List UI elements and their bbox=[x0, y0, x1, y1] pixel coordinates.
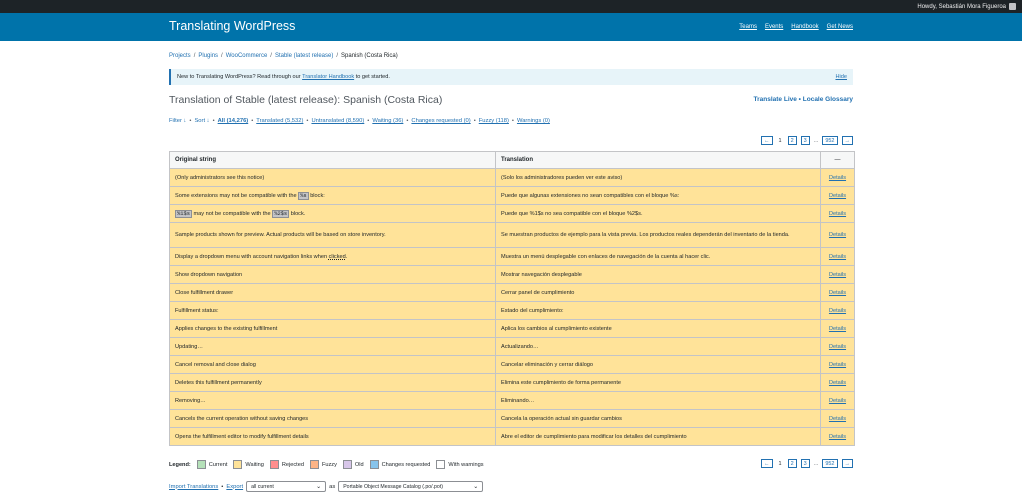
table-row[interactable] bbox=[170, 302, 855, 320]
column-translation: Translation bbox=[496, 152, 821, 169]
import-translations-link[interactable]: Import Translations bbox=[169, 483, 219, 490]
original-text: block: bbox=[310, 192, 325, 199]
table-row[interactable] bbox=[170, 169, 855, 187]
details-link[interactable]: Details bbox=[828, 379, 847, 386]
export-filter-value: all current bbox=[251, 483, 274, 490]
translation-string: Mostrar navegación desplegable bbox=[496, 266, 821, 284]
pagination-bottom bbox=[761, 459, 853, 468]
translation-string: Cerrar panel de cumplimiento bbox=[496, 284, 821, 302]
details-link[interactable]: Details bbox=[828, 210, 847, 217]
bullet: • bbox=[511, 118, 514, 124]
translation-string: Se muestran productos de ejemplo para la vista previa. Los productos reales dependerán del inventario de la tienda. bbox=[496, 223, 821, 248]
page-3-button[interactable]: 3 bbox=[801, 459, 810, 468]
chevron-down-icon: ⌄ bbox=[473, 484, 479, 490]
original-string: Deletes this fulfillment permanently bbox=[170, 374, 496, 392]
translation-string: Eliminando… bbox=[496, 392, 821, 410]
actions-cell bbox=[821, 428, 855, 446]
pager-ellipsis: ... bbox=[813, 137, 819, 144]
translation-string: Cancela la operación actual sin guardar cambios bbox=[496, 410, 821, 428]
actions-cell bbox=[821, 410, 855, 428]
bullet: • bbox=[473, 118, 476, 124]
bullet: • bbox=[212, 118, 215, 124]
glossary-term[interactable]: clicked bbox=[328, 253, 346, 260]
table-row[interactable] bbox=[170, 284, 855, 302]
legend-title: Legend: bbox=[169, 461, 191, 468]
details-link[interactable]: Details bbox=[828, 271, 847, 278]
page-3-button[interactable]: 3 bbox=[801, 136, 810, 145]
original-string: Close fulfillment drawer bbox=[170, 284, 496, 302]
original-text: block. bbox=[290, 210, 306, 217]
current-page: 1 bbox=[778, 137, 782, 144]
project-links bbox=[754, 96, 854, 103]
page-2-button[interactable]: 2 bbox=[788, 459, 797, 468]
avatar bbox=[1009, 3, 1016, 10]
translation-string: Puede que algunas extensiones no sean compatibles con el bloque %s: bbox=[496, 187, 821, 205]
original-string: Cancel removal and close dialog bbox=[170, 356, 496, 374]
admin-bar bbox=[0, 0, 1022, 13]
translation-string: Muestra un menú desplegable con enlaces de navegación de la cuenta al hacer clic. bbox=[496, 248, 821, 266]
actions-cell bbox=[821, 205, 855, 223]
breadcrumb-separator: / bbox=[193, 53, 196, 59]
translation-string: Cancelar eliminación y cerrar diálogo bbox=[496, 356, 821, 374]
original-text: Some extensions may not be compatible with the bbox=[175, 192, 297, 199]
filter-waiting[interactable]: Waiting (36) bbox=[372, 118, 404, 124]
table-row[interactable] bbox=[170, 320, 855, 338]
table-row[interactable] bbox=[170, 205, 855, 223]
notice-message bbox=[177, 74, 390, 80]
howdy-text: Howdy, Sebastián Mora Figueroa bbox=[917, 3, 1006, 10]
nav-events[interactable]: Events bbox=[764, 24, 784, 30]
last-page-button[interactable]: 952 bbox=[822, 459, 837, 468]
welcome-notice bbox=[169, 69, 853, 85]
filter-changes-requested[interactable]: Changes requested (0) bbox=[411, 118, 471, 124]
original-text: may not be compatible with the bbox=[193, 210, 271, 217]
column-original: Original string bbox=[170, 152, 496, 169]
table-row[interactable] bbox=[170, 392, 855, 410]
actions-cell bbox=[821, 187, 855, 205]
details-link[interactable]: Details bbox=[828, 253, 847, 260]
actions-cell bbox=[821, 169, 855, 187]
table-row[interactable] bbox=[170, 266, 855, 284]
actions-cell bbox=[821, 320, 855, 338]
legend-swatch-fuzzy bbox=[310, 460, 319, 469]
details-link[interactable]: Details bbox=[828, 433, 847, 440]
actions-cell bbox=[821, 266, 855, 284]
legend-label: With warnings bbox=[448, 461, 484, 468]
sort-toggle[interactable]: Sort ↓ bbox=[194, 118, 210, 124]
table-row[interactable] bbox=[170, 410, 855, 428]
bullet: • bbox=[189, 118, 192, 124]
details-link[interactable]: Details bbox=[828, 192, 847, 199]
pagination-top bbox=[761, 136, 853, 145]
breadcrumb bbox=[169, 53, 398, 59]
translations-table bbox=[169, 151, 855, 446]
status-legend bbox=[169, 460, 484, 469]
prev-page-button[interactable]: ← bbox=[761, 459, 773, 468]
pager-ellipsis: ... bbox=[813, 460, 819, 467]
translation-string: Abre el editor de cumplimiento para modificar los detalles del cumplimiento bbox=[496, 428, 821, 446]
original-string bbox=[170, 248, 496, 266]
as-label: as bbox=[329, 483, 336, 490]
site-header bbox=[0, 13, 1022, 41]
original-string: Fulfillment status: bbox=[170, 302, 496, 320]
header-nav bbox=[739, 24, 853, 30]
bullet: • bbox=[251, 118, 254, 124]
filter-untranslated[interactable]: Untranslated (8,590) bbox=[311, 118, 365, 124]
original-string: Removing… bbox=[170, 392, 496, 410]
actions-cell bbox=[821, 356, 855, 374]
export-link[interactable]: Export bbox=[226, 483, 244, 490]
notice-text: New to Translating WordPress? Read through our bbox=[177, 74, 301, 80]
legend-swatch-changes-requested bbox=[370, 460, 379, 469]
legend-label: Changes requested bbox=[381, 461, 431, 468]
details-link[interactable]: Details bbox=[828, 361, 847, 368]
breadcrumb-projects[interactable]: Projects bbox=[169, 53, 191, 59]
original-string: Show dropdown navigation bbox=[170, 266, 496, 284]
page-2-button[interactable]: 2 bbox=[788, 136, 797, 145]
legend-swatch-old bbox=[343, 460, 352, 469]
chevron-down-icon: ⌄ bbox=[316, 484, 322, 490]
original-text: Display a dropdown menu with account navigation links when bbox=[175, 253, 328, 260]
notice-text-end: to get started. bbox=[355, 74, 390, 80]
nav-handbook[interactable]: Handbook bbox=[791, 24, 819, 30]
breadcrumb-stable[interactable]: Stable (latest release) bbox=[274, 53, 334, 59]
actions-cell bbox=[821, 374, 855, 392]
details-link[interactable]: Details bbox=[828, 174, 847, 181]
filter-all[interactable]: All (14,276) bbox=[217, 118, 249, 124]
original-string: (Only administrators see this notice) bbox=[170, 169, 496, 187]
breadcrumb-separator: / bbox=[270, 53, 272, 59]
details-link[interactable]: Details bbox=[828, 232, 847, 238]
translation-string: Aplica los cambios al cumplimiento existente bbox=[496, 320, 821, 338]
bullet: • bbox=[406, 118, 409, 124]
breadcrumb-woocommerce[interactable]: WooCommerce bbox=[225, 53, 268, 59]
filter-translated[interactable]: Translated (5,532) bbox=[256, 118, 304, 124]
translation-string: Puede que %1$s no sea compatible con el bloque %2$s. bbox=[496, 205, 821, 223]
table-row[interactable] bbox=[170, 374, 855, 392]
translation-string: Estado del cumplimiento: bbox=[496, 302, 821, 320]
column-actions: — bbox=[821, 152, 855, 169]
original-string: Applies changes to the existing fulfillment bbox=[170, 320, 496, 338]
legend-swatch-warnings bbox=[436, 460, 445, 469]
filter-toggle[interactable]: Filter ↓ bbox=[169, 118, 187, 124]
legend-swatch-current bbox=[197, 460, 206, 469]
actions-cell bbox=[821, 248, 855, 266]
details-link[interactable]: Details bbox=[828, 325, 847, 332]
table-row[interactable] bbox=[170, 356, 855, 374]
current-page: 1 bbox=[778, 460, 782, 467]
bullet: • bbox=[367, 118, 370, 124]
hide-notice-link[interactable]: Hide bbox=[835, 74, 847, 80]
placeholder-token: %s bbox=[300, 192, 307, 199]
bullet: • bbox=[221, 483, 224, 490]
breadcrumb-current: Spanish (Costa Rica) bbox=[341, 53, 398, 59]
translation-string: Elimina este cumplimiento de forma permanente bbox=[496, 374, 821, 392]
legend-label: Waiting bbox=[245, 461, 264, 468]
bullet: • bbox=[306, 118, 309, 124]
nav-teams[interactable]: Teams bbox=[739, 24, 757, 30]
details-link[interactable]: Details bbox=[828, 397, 847, 404]
next-page-button[interactable]: → bbox=[842, 136, 854, 145]
translation-string: Actualizando… bbox=[496, 338, 821, 356]
breadcrumb-plugins[interactable]: Plugins bbox=[198, 53, 219, 59]
details-link[interactable]: Details bbox=[828, 343, 847, 350]
filter-warnings[interactable]: Warnings (0) bbox=[516, 118, 550, 124]
export-format-select[interactable] bbox=[338, 481, 483, 492]
legend-label: Old bbox=[354, 461, 364, 468]
table-header-row bbox=[170, 152, 855, 169]
legend-swatch-rejected bbox=[270, 460, 279, 469]
page-title: Translation of Stable (latest release): Spanish (Costa Rica) bbox=[169, 94, 443, 106]
details-link[interactable]: Details bbox=[828, 415, 847, 422]
table-row[interactable] bbox=[170, 248, 855, 266]
actions-cell bbox=[821, 284, 855, 302]
details-link[interactable]: Details bbox=[828, 307, 847, 314]
legend-label: Rejected bbox=[281, 461, 304, 468]
filter-fuzzy[interactable]: Fuzzy (118) bbox=[478, 118, 509, 124]
details-link[interactable]: Details bbox=[828, 289, 847, 296]
translator-handbook-link[interactable]: Translator Handbook bbox=[302, 74, 355, 80]
export-filter-select[interactable] bbox=[246, 481, 326, 492]
table-row[interactable] bbox=[170, 428, 855, 446]
breadcrumb-separator: / bbox=[336, 53, 339, 59]
nav-get-news[interactable]: Get News bbox=[826, 24, 853, 30]
bullet: • bbox=[798, 96, 801, 103]
actions-cell bbox=[821, 223, 855, 248]
next-page-button[interactable]: → bbox=[842, 459, 854, 468]
locale-glossary-link[interactable]: Locale Glossary bbox=[802, 96, 853, 103]
actions-cell bbox=[821, 338, 855, 356]
placeholder-token: %2$s bbox=[274, 210, 288, 217]
export-format-value: Portable Object Message Catalog (.po/.pot) bbox=[343, 483, 443, 490]
site-title[interactable]: Translating WordPress bbox=[169, 19, 296, 33]
table-row[interactable] bbox=[170, 223, 855, 248]
original-string: Opens the fulfillment editor to modify fulfillment details bbox=[170, 428, 496, 446]
prev-page-button[interactable]: ← bbox=[761, 136, 773, 145]
original-text: . bbox=[345, 253, 348, 260]
account-menu[interactable] bbox=[917, 3, 1016, 10]
actions-cell bbox=[821, 392, 855, 410]
original-string bbox=[170, 187, 496, 205]
original-string: Updating… bbox=[170, 338, 496, 356]
original-string: Sample products shown for preview. Actual products will be based on store inventory. bbox=[170, 223, 496, 248]
placeholder-token: %1$s bbox=[177, 210, 190, 217]
legend-label: Current bbox=[208, 461, 228, 468]
last-page-button[interactable]: 952 bbox=[822, 136, 837, 145]
table-row[interactable] bbox=[170, 187, 855, 205]
breadcrumb-separator: / bbox=[221, 53, 223, 59]
actions-cell bbox=[821, 302, 855, 320]
import-export-bar bbox=[169, 481, 483, 492]
original-string bbox=[170, 205, 496, 223]
legend-label: Fuzzy bbox=[321, 461, 337, 468]
legend-swatch-waiting bbox=[233, 460, 242, 469]
translation-string: (Solo los administradores pueden ver este aviso) bbox=[496, 169, 821, 187]
original-string: Cancels the current operation without saving changes bbox=[170, 410, 496, 428]
translate-live-link[interactable]: Translate Live bbox=[753, 96, 797, 103]
table-row[interactable] bbox=[170, 338, 855, 356]
filter-bar bbox=[169, 118, 550, 124]
